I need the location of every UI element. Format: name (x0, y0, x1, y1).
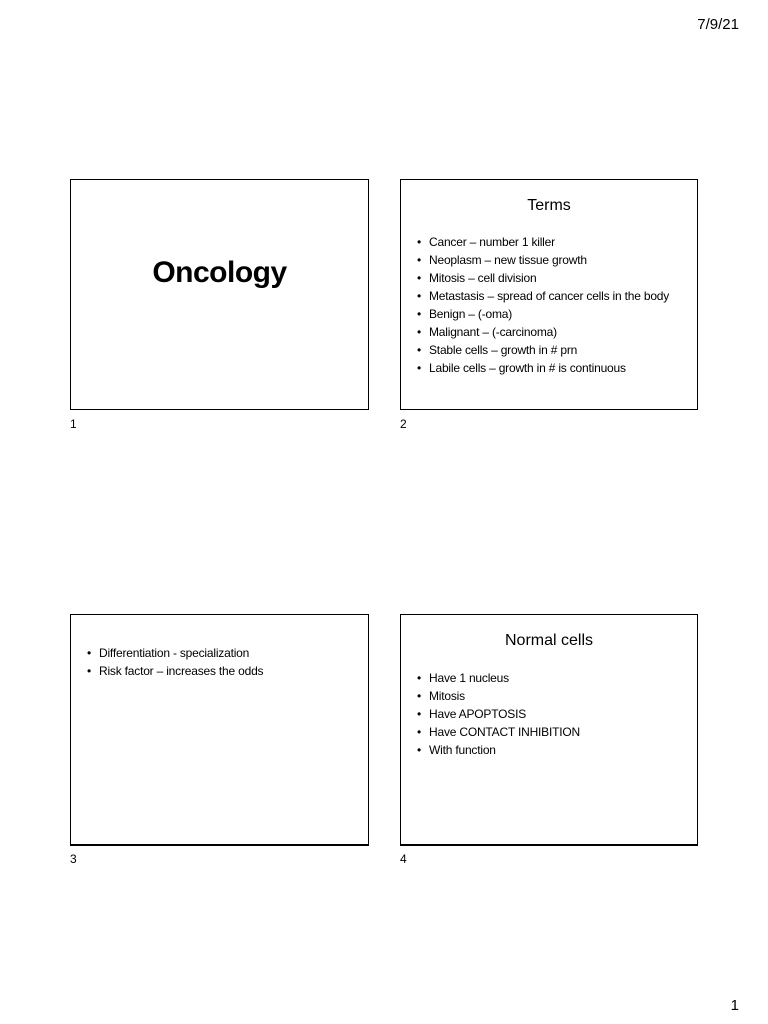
bullet-item: • Cancer – number 1 killer (417, 233, 691, 251)
bullet-item: • Metastasis – spread of cancer cells in the body (417, 287, 691, 305)
bullet-item: • Mitosis – cell division (417, 269, 691, 287)
page-number: 1 (730, 997, 739, 1014)
bullet-item: • Have 1 nucleus (417, 669, 691, 687)
slide-3-bullet-list (87, 644, 362, 680)
bullet-item: • Mitosis (417, 687, 691, 705)
slide-3-number: 3 (70, 852, 77, 866)
slide-4-title: Normal cells (504, 632, 593, 649)
bullet-item: • Malignant – (-carcinoma) (417, 323, 691, 341)
slide-3-thumbnail (70, 614, 369, 846)
bullet-item: • Differentiation - specialization (87, 644, 362, 662)
slide-4-thumbnail (400, 614, 698, 846)
slide-1-title: Oncology (152, 256, 287, 289)
slide-2-bullet-list (417, 233, 691, 377)
bullet-item: • Benign – (-oma) (417, 305, 691, 323)
bullet-item: • Have APOPTOSIS (417, 705, 691, 723)
slide-1-thumbnail (70, 179, 369, 410)
bullet-item: • Stable cells – growth in # prn (417, 341, 691, 359)
handout-date: 7/9/21 (697, 16, 739, 33)
bullet-item: • Have CONTACT INHIBITION (417, 723, 691, 741)
bullet-item: • With function (417, 741, 691, 759)
bullet-item: • Risk factor – increases the odds (87, 662, 362, 680)
slide-1-number: 1 (70, 417, 77, 431)
bullet-item: • Neoplasm – new tissue growth (417, 251, 691, 269)
bullet-item: • Labile cells – growth in # is continuous (417, 359, 691, 377)
slide-4-number: 4 (400, 852, 407, 866)
slide-4-bullet-list (417, 669, 691, 759)
slide-2-number: 2 (400, 417, 407, 431)
slide-2-thumbnail (400, 179, 698, 410)
slide-2-title: Terms (527, 197, 571, 214)
